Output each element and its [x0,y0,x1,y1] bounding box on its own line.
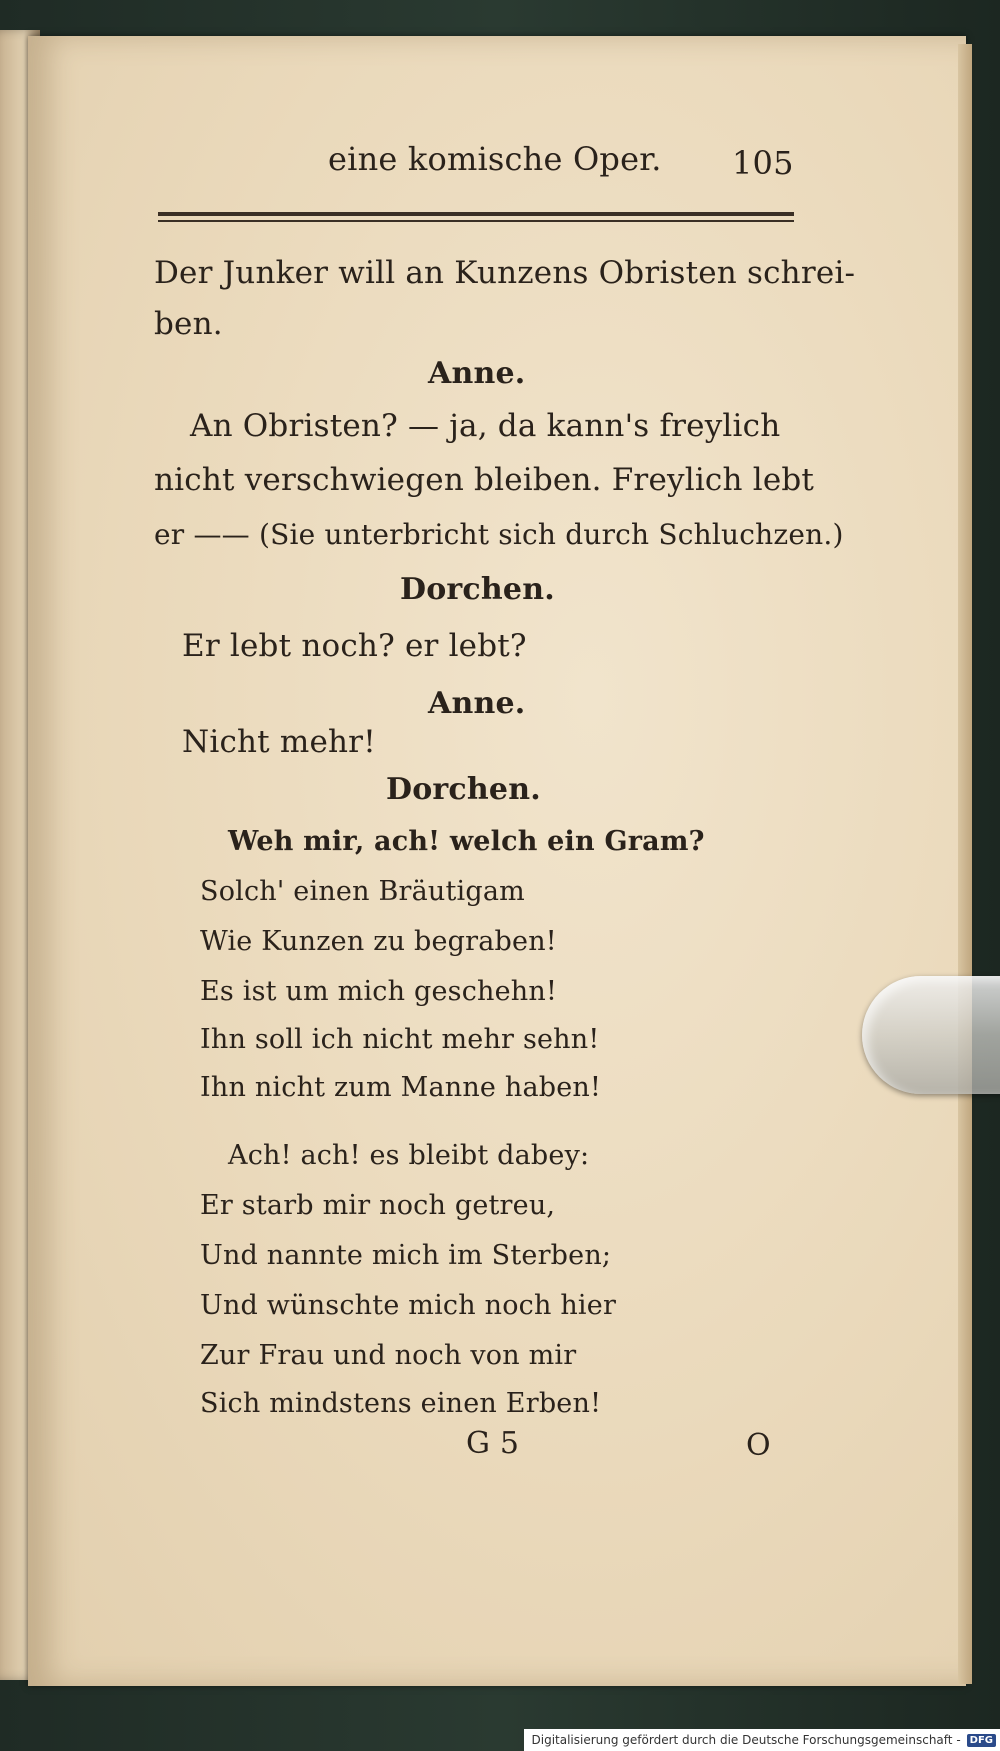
dfg-logo-icon: DFG [967,1734,996,1747]
song-line: Solch' einen Bräutigam [200,876,525,907]
running-head: eine komische Oper. [328,140,662,178]
song-line: Ihn nicht zum Manne haben! [200,1072,602,1103]
speaker-name: Anne. [428,356,526,391]
song-line: Er starb mir noch getreu, [200,1190,556,1221]
footer-bar [524,1729,1000,1751]
song-line: Ihn soll ich nicht mehr sehn! [200,1024,600,1055]
text-line: nicht verschwiegen bleiben. Freylich lebt [154,462,815,498]
header-rule [158,212,794,226]
song-line: Sich mindstens einen Erben! [200,1388,602,1419]
song-line: Und wünschte mich noch hier [200,1290,617,1321]
text-line: Er lebt noch? er lebt? [182,628,527,664]
text-line: er —— (Sie unterbricht sich durch Schluchzen.) [154,518,844,551]
song-line: Wie Kunzen zu begraben! [200,926,557,957]
page-edge [958,44,972,1684]
speaker-name: Dorchen. [386,772,541,807]
catchword: O [746,1428,771,1463]
text-line: ben. [154,306,223,342]
page-clip [862,976,1000,1094]
text-line: An Obristen? — ja, da kann's freylich [190,408,781,444]
song-line: Weh mir, ach! welch ein Gram? [228,826,705,857]
song-line: Es ist um mich geschehn! [200,976,558,1007]
speaker-name: Anne. [428,686,526,721]
text-line: Nicht mehr! [182,724,376,760]
song-line: Ach! ach! es bleibt dabey: [228,1140,590,1171]
page-number: 105 [732,144,794,182]
song-line: Und nannte mich im Sterben; [200,1240,612,1271]
speaker-name: Dorchen. [400,572,555,607]
text-line: Der Junker will an Kunzens Obristen schrei- [154,255,856,291]
funding-notice: Digitalisierung gefördert durch die Deutsche Forschungsgemeinschaft - [531,1733,961,1747]
song-line: Zur Frau und noch von mir [200,1340,577,1371]
signature-mark: G 5 [466,1426,520,1461]
